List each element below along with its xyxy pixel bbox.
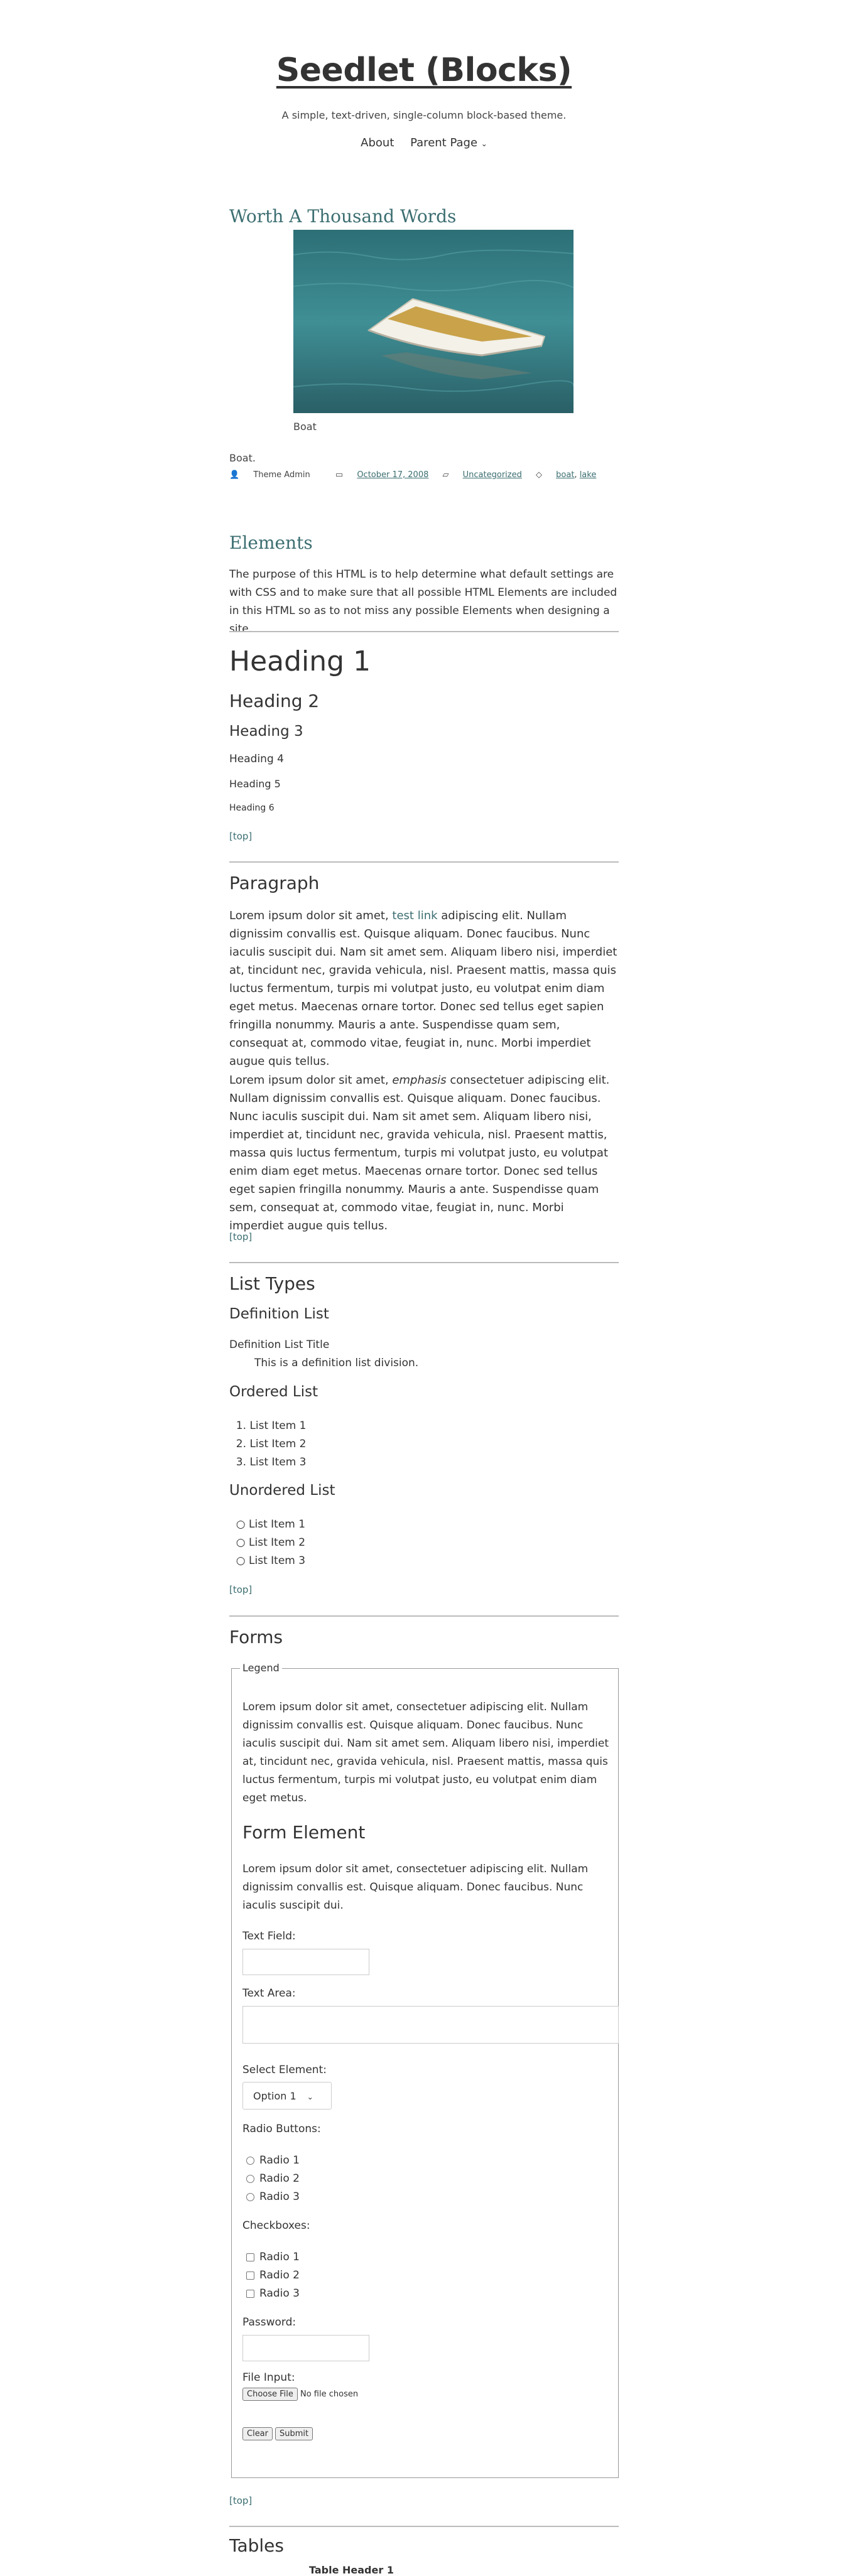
calendar-icon: ▭ bbox=[335, 470, 344, 480]
radio-icon[interactable] bbox=[246, 2175, 254, 2183]
fieldset-legend: Legend bbox=[240, 1662, 282, 1674]
boat-image bbox=[293, 230, 573, 413]
radio-option[interactable] bbox=[246, 2152, 300, 2170]
radio-label: Radio 1 bbox=[259, 2154, 300, 2167]
tags-meta: ◇ boat, lake bbox=[536, 470, 597, 480]
radio-label: Radio 2 bbox=[259, 2172, 300, 2185]
folder-icon: ▱ bbox=[442, 470, 449, 480]
heading-4: Heading 4 bbox=[229, 753, 284, 765]
text-field-input[interactable] bbox=[242, 1949, 369, 1975]
separator bbox=[229, 2526, 619, 2527]
tables-heading: Tables bbox=[229, 2535, 284, 2556]
date-meta bbox=[335, 470, 429, 480]
radio-icon[interactable] bbox=[246, 2157, 254, 2165]
radio-label: Radio 3 bbox=[259, 2191, 300, 2203]
site-tagline: A simple, text-driven, single-column block-based theme. bbox=[281, 109, 567, 121]
select-value: Option 1 bbox=[253, 2090, 296, 2102]
tag-icon: ◇ bbox=[536, 470, 542, 480]
list-item-text: List Item 1 bbox=[249, 1420, 307, 1432]
tag-link-lake[interactable]: lake bbox=[579, 470, 597, 480]
select-element[interactable] bbox=[242, 2082, 332, 2110]
choose-file-button[interactable]: Choose File bbox=[242, 2388, 298, 2401]
text-field-label: Text Field: bbox=[242, 1930, 296, 1943]
post-title[interactable]: Worth A Thousand Words bbox=[229, 206, 457, 227]
heading-1: Heading 1 bbox=[229, 645, 371, 677]
post-title-elements[interactable]: Elements bbox=[229, 532, 313, 553]
forms-heading: Forms bbox=[229, 1627, 283, 1647]
category-link[interactable]: Uncategorized bbox=[462, 470, 522, 480]
paragraph-2 bbox=[229, 1071, 619, 1235]
category-meta bbox=[443, 470, 522, 480]
chevron-down-icon: ⌄ bbox=[481, 139, 487, 148]
list-item-text: List Item 2 bbox=[249, 1438, 307, 1450]
paragraph-text: Lorem ipsum dolor sit amet, bbox=[229, 909, 393, 922]
checkbox-option[interactable] bbox=[246, 2266, 300, 2285]
table-header-row bbox=[309, 2564, 394, 2576]
emphasis-text: emphasis bbox=[392, 1074, 447, 1087]
separator bbox=[229, 1262, 619, 1263]
image-caption: Boat bbox=[293, 421, 317, 433]
list-item: 1. List Item 1 bbox=[229, 1420, 307, 1432]
radio-buttons-label: Radio Buttons: bbox=[242, 2123, 321, 2135]
list-types-heading: List Types bbox=[229, 1273, 315, 1294]
clear-button[interactable]: Clear bbox=[242, 2427, 273, 2440]
checkbox-label: Radio 1 bbox=[259, 2251, 300, 2263]
definition-list-division: This is a definition list division. bbox=[254, 1357, 419, 1369]
separator bbox=[229, 1615, 619, 1617]
forms-paragraph-2: Lorem ipsum dolor sit amet, consectetuer adipiscing elit. Nullam dignissim convallis est. Quisque aliquam. Donec faucibus. Nunc iaculis suscipit dui. bbox=[242, 1863, 589, 1912]
test-link[interactable]: test link bbox=[392, 909, 438, 922]
primary-nav bbox=[0, 136, 848, 149]
checkbox-icon[interactable] bbox=[246, 2253, 254, 2261]
list-item: ○ List Item 2 bbox=[229, 1536, 306, 1549]
post-date-link[interactable]: October 17, 2008 bbox=[357, 470, 429, 480]
checkbox-icon[interactable] bbox=[246, 2290, 254, 2298]
list-item: ○ List Item 1 bbox=[229, 1518, 306, 1531]
password-input[interactable] bbox=[242, 2335, 369, 2361]
paragraph-text: Lorem ipsum dolor sit amet, bbox=[229, 1074, 393, 1087]
list-item: 2. List Item 2 bbox=[229, 1438, 307, 1450]
post-excerpt: Boat. bbox=[229, 452, 256, 464]
list-item: 3. List Item 3 bbox=[229, 1456, 307, 1469]
top-link[interactable]: [top] bbox=[229, 1231, 253, 1242]
site-title[interactable]: Seedlet (Blocks) bbox=[276, 51, 572, 89]
heading-2: Heading 2 bbox=[229, 691, 320, 711]
radio-option[interactable] bbox=[246, 2188, 300, 2206]
checkbox-option[interactable] bbox=[246, 2248, 300, 2266]
select-label: Select Element: bbox=[242, 2064, 327, 2076]
person-icon: 👤 bbox=[229, 470, 240, 480]
table-header: Table Header 1 bbox=[309, 2564, 394, 2576]
submit-button[interactable]: Submit bbox=[275, 2427, 313, 2440]
checkbox-label: Radio 2 bbox=[259, 2269, 300, 2282]
ordered-list bbox=[229, 1417, 619, 1472]
heading-6: Heading 6 bbox=[229, 803, 275, 813]
text-area-label: Text Area: bbox=[242, 1987, 296, 2000]
author-meta bbox=[229, 470, 322, 480]
unordered-list bbox=[229, 1516, 619, 1570]
checkbox-group bbox=[246, 2248, 300, 2303]
elements-intro: The purpose of this HTML is to help determine what default settings are with CSS and to make sure that all possible HTML Elements are included in this HTML so as to not miss any possible Elements when designing a site. bbox=[229, 568, 617, 635]
separator bbox=[229, 861, 619, 863]
form-element-heading: Form Element bbox=[242, 1822, 366, 1843]
list-item-text: List Item 3 bbox=[249, 1456, 307, 1469]
nav-item-about[interactable]: About bbox=[361, 136, 394, 149]
ordered-list-heading: Ordered List bbox=[229, 1384, 318, 1400]
file-input-label: File Input: bbox=[242, 2371, 295, 2384]
tag-link-boat[interactable]: boat bbox=[556, 470, 575, 480]
definition-list-heading: Definition List bbox=[229, 1306, 329, 1322]
no-file-text: No file chosen bbox=[300, 2390, 359, 2399]
heading-5: Heading 5 bbox=[229, 778, 281, 790]
radio-option[interactable] bbox=[246, 2170, 300, 2188]
checkboxes-label: Checkboxes: bbox=[242, 2219, 310, 2232]
paragraph-1 bbox=[229, 907, 619, 1070]
separator bbox=[229, 631, 619, 632]
radio-icon[interactable] bbox=[246, 2193, 254, 2201]
definition-list-title: Definition List Title bbox=[229, 1339, 330, 1351]
checkbox-icon[interactable] bbox=[246, 2272, 254, 2280]
forms-paragraph-1: Lorem ipsum dolor sit amet, consectetuer adipiscing elit. Nullam dignissim convallis est. Quisque aliquam. Donec faucibus. Nunc iaculis suscipit dui. Nam sit amet sem. Aliquam libero nisi, imperdiet at, tincidunt nec, gravida vehicula, nisl. Praesent mattis, massa quis luctus fermentum, turpis mi volutpat justo, eu volutpat enim diam eget metus. bbox=[242, 1701, 609, 1804]
checkbox-label: Radio 3 bbox=[259, 2287, 300, 2300]
list-item: ○ List Item 3 bbox=[229, 1555, 306, 1567]
checkbox-option[interactable] bbox=[246, 2285, 300, 2303]
top-link[interactable]: [top] bbox=[229, 831, 253, 842]
list-item-text: List Item 2 bbox=[249, 1536, 306, 1549]
list-item-text: List Item 1 bbox=[249, 1518, 306, 1531]
top-link[interactable]: [top] bbox=[229, 1584, 253, 1595]
paragraph-text: consectetuer adipiscing elit. Nullam dignissim convallis est. Quisque aliquam. Donec faucibus. Nunc iaculis suscipit dui. Nam sit amet sem. Aliquam libero nisi, imperdiet at, tincidunt nec, gravida vehicula, nisl. Praesent mattis, massa quis luctus fermentum, turpis mi volutpat justo, eu volutpat enim diam eget metus. Maecenas ornare tortor. Donec sed tellus eget sapien fringilla nonummy. Mauris a ante. Suspendisse quam sem, consequat at, commodo vitae, feugiat in, nunc. Morbi imperdiet augue quis tellus. bbox=[229, 1074, 610, 1232]
text-area-input[interactable] bbox=[242, 2006, 619, 2044]
heading-3: Heading 3 bbox=[229, 723, 303, 740]
paragraph-text: adipiscing elit. Nullam dignissim convallis est. Quisque aliquam. Donec faucibus. Nunc iaculis suscipit dui. Nam sit amet sem. Aliquam libero nisi, imperdiet at, tincidunt nec, gravida vehicula, nisl. Praesent mattis, massa quis luctus fermentum, turpis mi volutpat justo, eu volutpat enim diam eget metus. Maecenas ornare tortor. Donec sed tellus eget sapien fringilla nonummy. Mauris a ante. Suspendisse quam sem, consequat at, commodo vitae, feugiat in, nunc. Morbi imperdiet augue quis tellus. bbox=[229, 909, 617, 1068]
list-item-text: List Item 3 bbox=[249, 1555, 306, 1567]
unordered-list-heading: Unordered List bbox=[229, 1482, 335, 1499]
radio-group bbox=[246, 2152, 300, 2206]
paragraph-heading: Paragraph bbox=[229, 873, 320, 893]
nav-item-parent-page[interactable] bbox=[410, 136, 487, 149]
nav-item-label: Parent Page bbox=[410, 136, 478, 149]
top-link[interactable]: [top] bbox=[229, 2495, 253, 2506]
author-name: Theme Admin bbox=[253, 470, 310, 480]
password-label: Password: bbox=[242, 2316, 296, 2329]
post-meta bbox=[229, 470, 619, 480]
chevron-down-icon: ⌄ bbox=[307, 2093, 313, 2101]
